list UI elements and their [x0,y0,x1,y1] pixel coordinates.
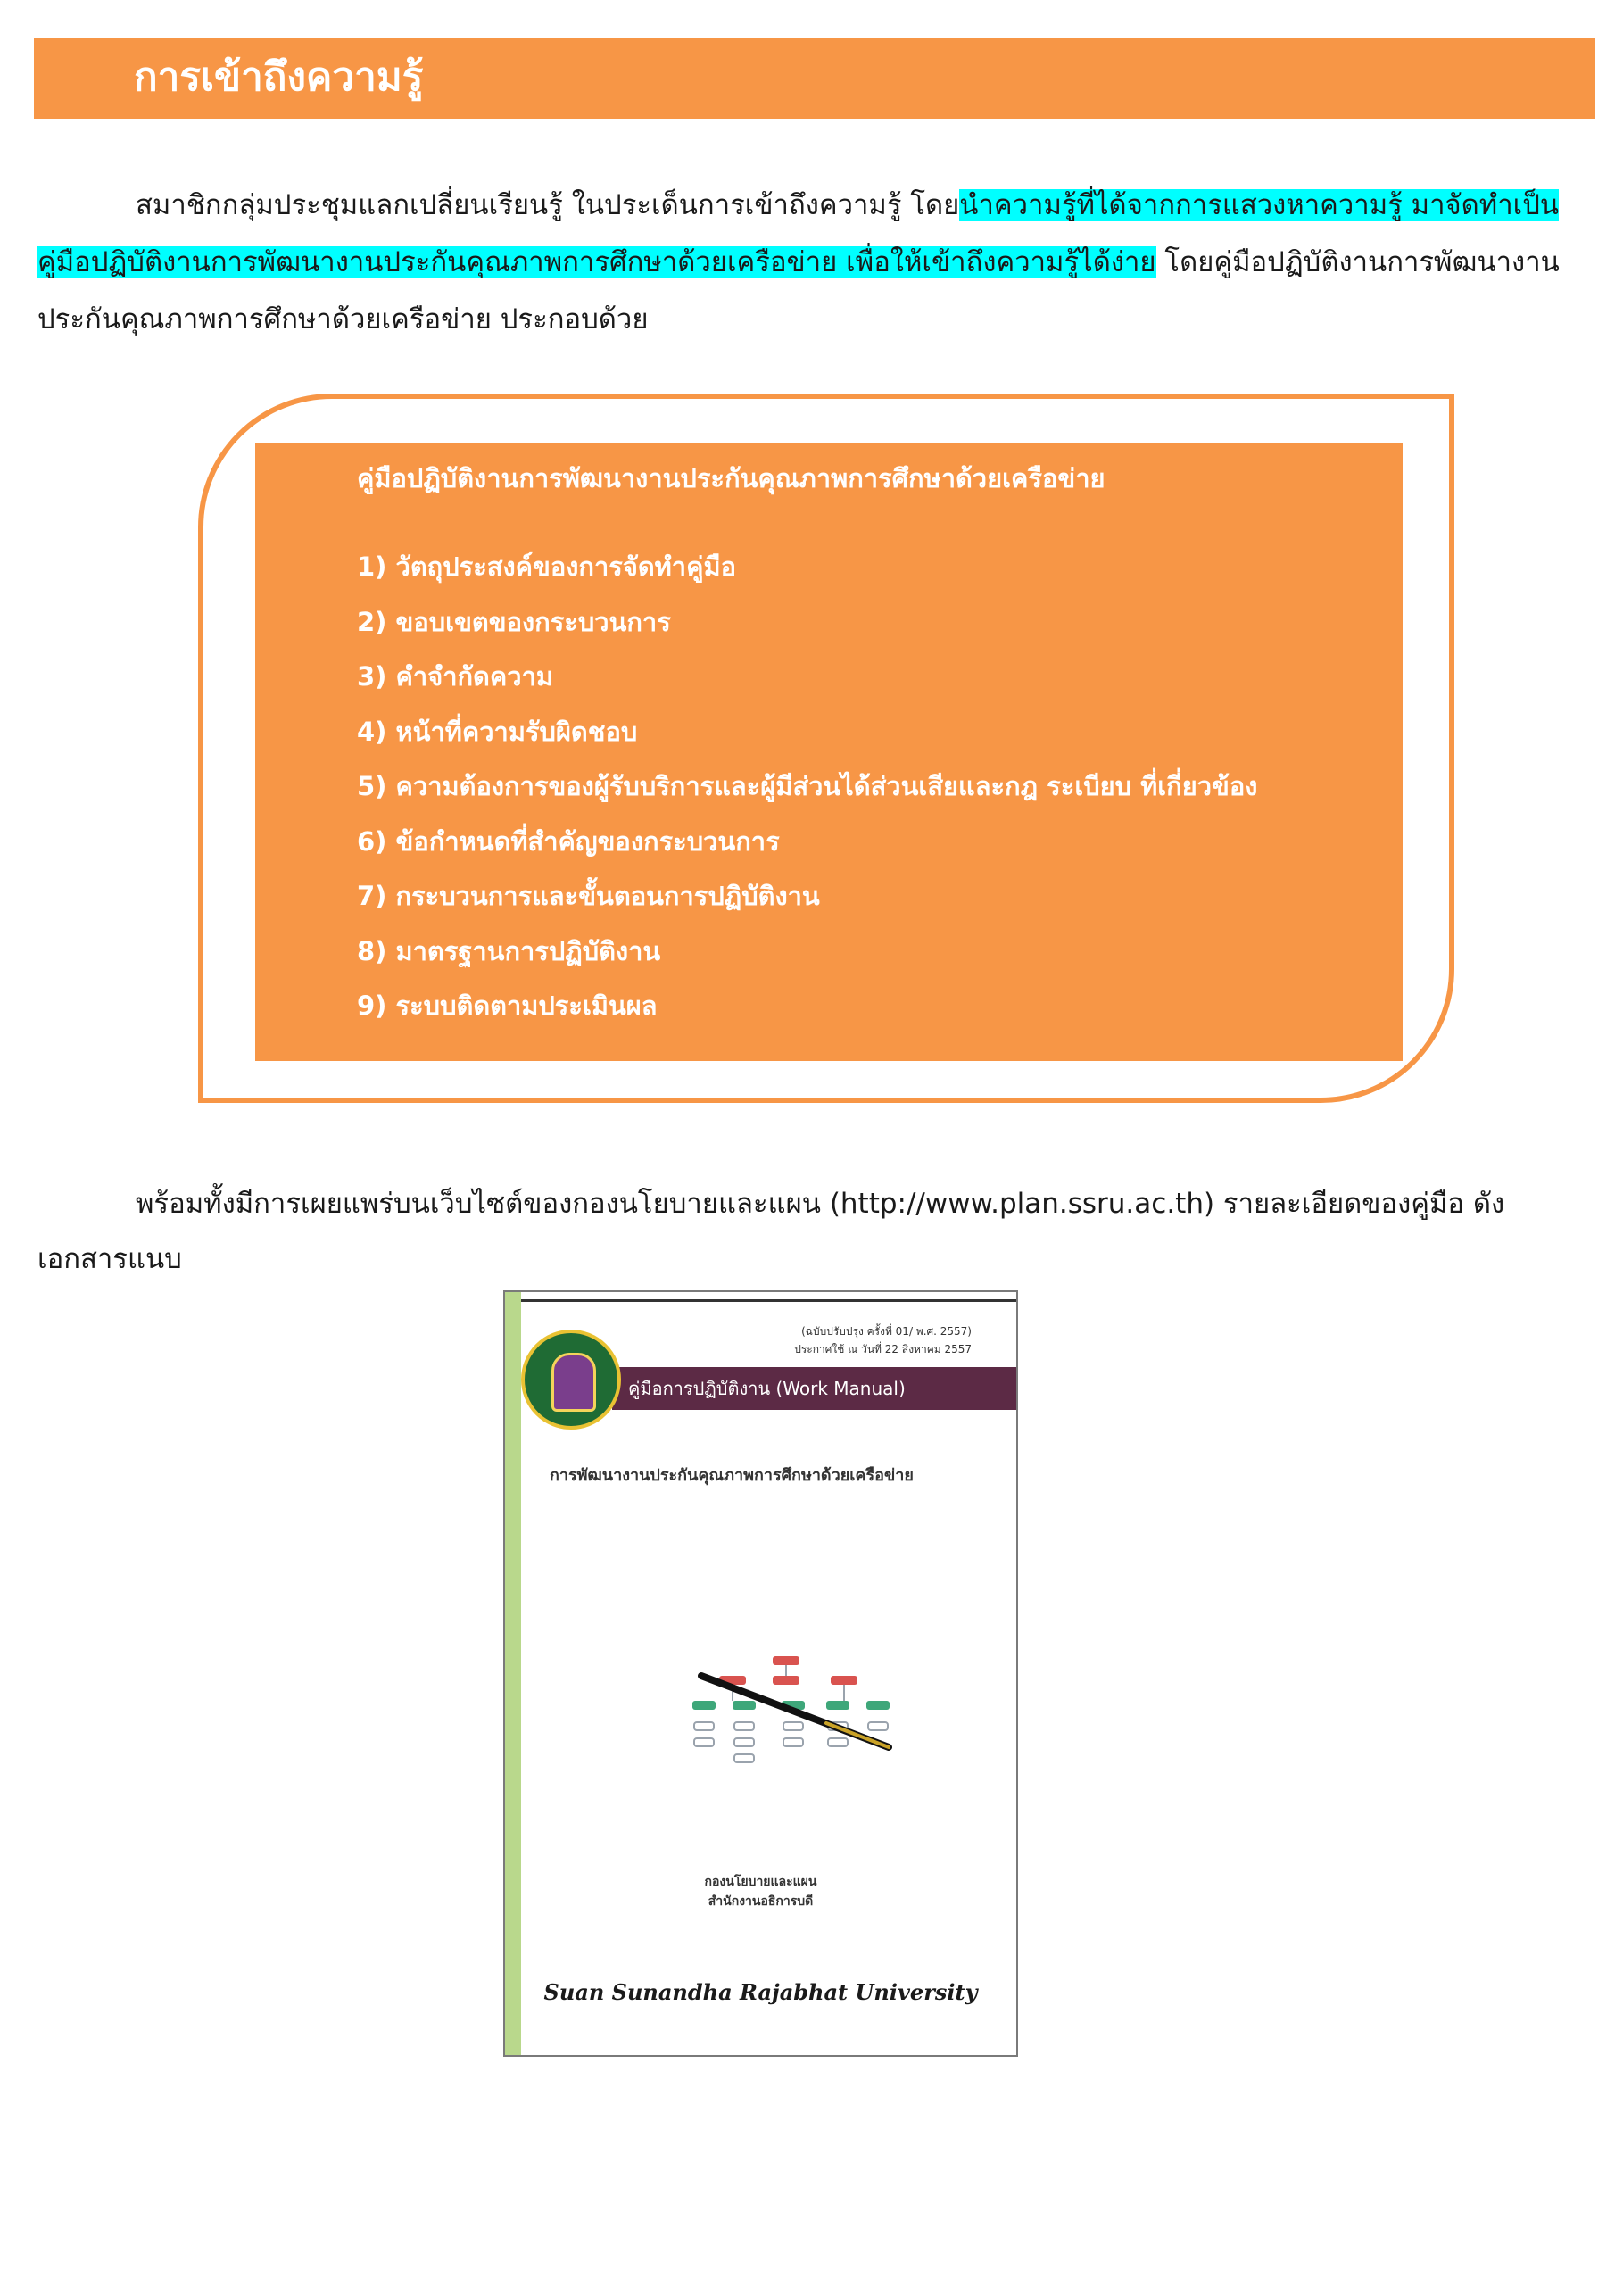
cover-announce-date: ประกาศใช้ ณ วันที่ 22 สิงหาคม 2557 [794,1343,972,1355]
cover-side-strip [505,1292,521,2055]
manual-contents-title: คู่มือปฏิบัติงานการพัฒนางานประกันคุณภาพการศึกษาด้วยเครือข่าย [357,463,1105,493]
list-item: 3) คำจำกัดความ [357,661,553,692]
cover-org-line2: สำนักงานอธิการบดี [708,1894,814,1909]
manual-cover-image [503,1290,1018,2057]
list-item: 5) ความต้องการของผู้รับบริการและผู้มีส่วนได้ส่วนเสียและกฎ ระเบียบ ที่เกี่ยวข้อง [357,771,1258,801]
cover-subtitle: การพัฒนางานประกันคุณภาพการศึกษาด้วยเครือข่าย [550,1466,914,1485]
list-item: 7) กระบวนการและขั้นตอนการปฏิบัติงาน [357,881,820,911]
cover-organization [505,1872,1016,1911]
cover-org-line1: กองนโยบายและแผน [704,1875,817,1889]
intro-paragraph [37,177,1572,348]
cover-revision-info [794,1322,972,1358]
list-item: 1) วัตถุประสงค์ของการจัดทำคู่มือ [357,551,737,582]
intro-highlight: นำความรู้ที่ได้จากการแสวงหาความรู้ มาจัดทำเป็น คู่มือปฏิบัติงานการพัฒนางานประกันคุณภาพการศึกษาด้วยเครือข่าย เพื่อให้เข้าถึงความรู้ได้ง่าย [37,189,1560,278]
list-item: 8) มาตรฐานการปฏิบัติงาน [357,935,661,966]
intro-text-end: โดยคู่มือปฏิบัติงานการพัฒนางานประกันคุณภาพการศึกษาด้วยเครือข่าย ประกอบด้วย [37,246,1560,336]
manual-contents-box [255,443,1403,1061]
cover-top-rule [521,1299,1016,1302]
page-title: การเข้าถึงความรู้ [134,54,424,100]
manual-contents-list [357,544,1257,1039]
list-item: 4) หน้าที่ความรับผิดชอบ [357,716,638,747]
university-seal-icon [521,1330,621,1430]
flowchart-pen-icon [666,1640,915,1783]
cover-revision: (ฉบับปรับปรุง ครั้งที่ 01/ พ.ศ. 2557) [801,1325,972,1338]
list-item: 2) ขอบเขตของกระบวนการ [357,606,671,637]
list-item: 6) ข้อกำหนดที่สำคัญของกระบวนการ [357,825,780,857]
list-item: 9) ระบบติดตามประเมินผล [357,991,658,1021]
dissemination-paragraph: พร้อมทั้งมีการเผยแพร่บนเว็บไซต์ของกองนโยบายและแผน (http://www.plan.ssru.ac.th) รายละเอียดของคู่มือ ดังเอกสารแนบ [37,1188,1505,1275]
cover-university-name: Suan Sunandha Rajabhat University [543,1979,978,2005]
section-header [34,38,1595,119]
intro-text: สมาชิกกลุ่มประชุมแลกเปลี่ยนเรียนรู้ ในประเด็นการเข้าถึงความรู้ โดย [136,189,960,221]
cover-title-band: คู่มือการปฏิบัติงาน (Work Manual) [612,1367,1016,1410]
